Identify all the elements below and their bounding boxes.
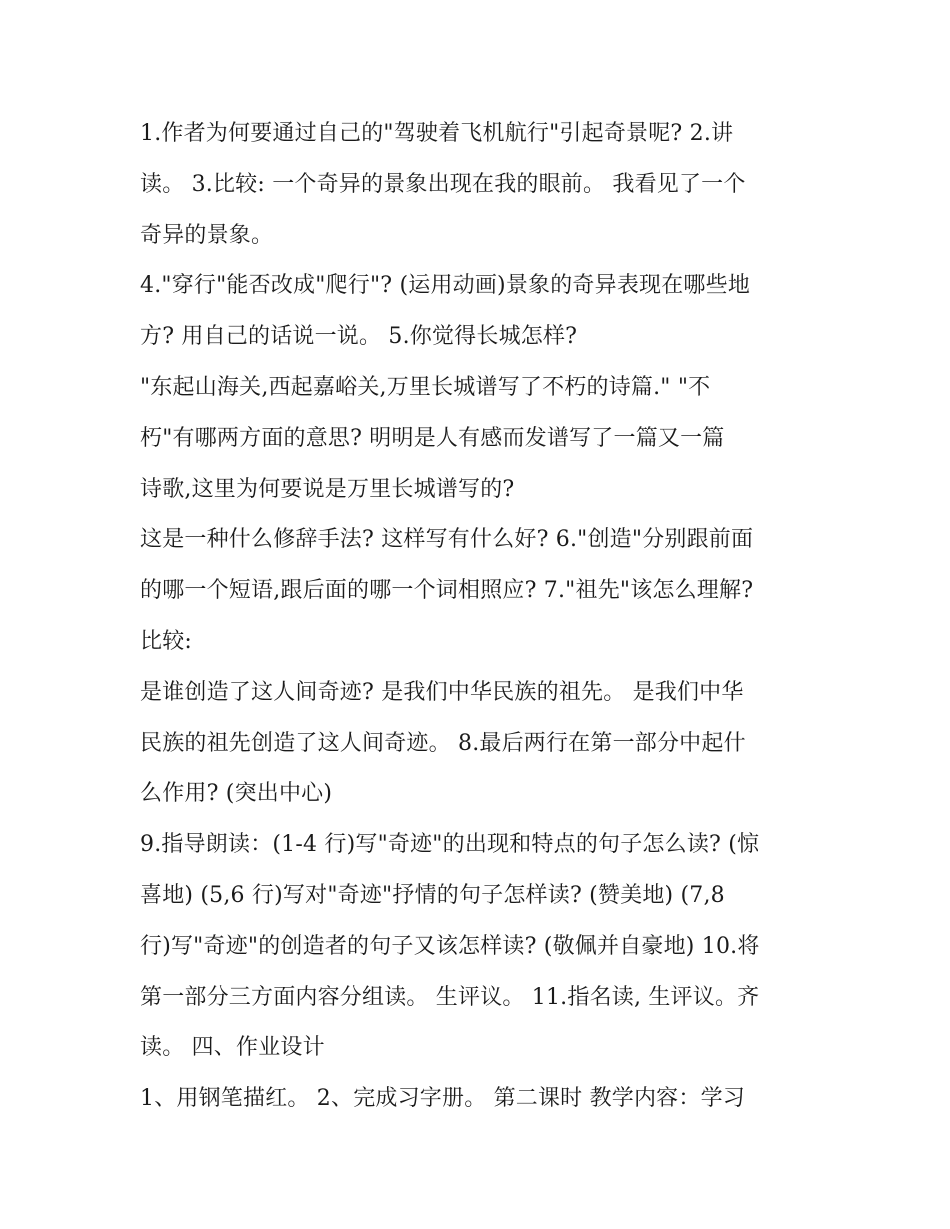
text-line: 第一部分三方面内容分组读。 生评议。 11.指名读, 生评议。齐: [140, 984, 760, 1010]
text-line: 奇异的景象。: [140, 222, 274, 248]
text-line: 么作用? (突出中心): [140, 781, 333, 807]
text-line: 民族的祖先创造了这人间奇迹。 8.最后两行在第一部分中起什: [140, 730, 746, 756]
text-line: 1.作者为何要通过自己的"驾驶着飞机航行"引起奇景呢? 2.讲: [140, 121, 734, 146]
document-body: [140, 109, 820, 1125]
text-line: 诗歌,这里为何要说是万里长城谱写的?: [140, 476, 515, 502]
text-line: 读。 四、作业设计: [140, 1035, 325, 1061]
text-line: 方? 用自己的话说一说。 5.你觉得长城怎样?: [140, 324, 578, 350]
text-line: 4."穿行"能否改成"爬行"? (运用动画)景象的奇异表现在哪些地: [140, 273, 751, 299]
text-line: "东起山海关,西起嘉峪关,万里长城谱写了不朽的诗篇." "不: [140, 374, 711, 400]
text-line: 的哪一个短语,跟后面的哪一个词相照应? 7."祖先"该怎么理解?: [140, 578, 754, 604]
text-line: 1、用钢笔描红。 2、完成习字册。 第二课时 教学内容：学习: [140, 1086, 745, 1112]
text-line: 这是一种什么修辞手法? 这样写有什么好? 6."创造"分别跟前面: [140, 527, 754, 553]
text-line: 比较:: [140, 628, 193, 654]
text-line: 9.指导朗读：(1-4 行)写"奇迹"的出现和特点的句子怎么读? (惊: [140, 832, 760, 858]
text-line: 读。 3.比较: 一个奇异的景象出现在我的眼前。 我看见了一个: [140, 171, 746, 197]
text-line: 行)写"奇迹"的创造者的句子又该怎样读? (敬佩并自豪地) 10.将: [140, 933, 760, 959]
text-line: 是谁创造了这人间奇迹? 是我们中华民族的祖先。 是我们中华: [140, 679, 744, 705]
text-line: 喜地) (5,6 行)写对"奇迹"抒情的句子怎样读? (赞美地) (7,8: [140, 882, 725, 908]
text-line: 朽"有哪两方面的意思? 明明是人有感而发谱写了一篇又一篇: [140, 425, 725, 451]
